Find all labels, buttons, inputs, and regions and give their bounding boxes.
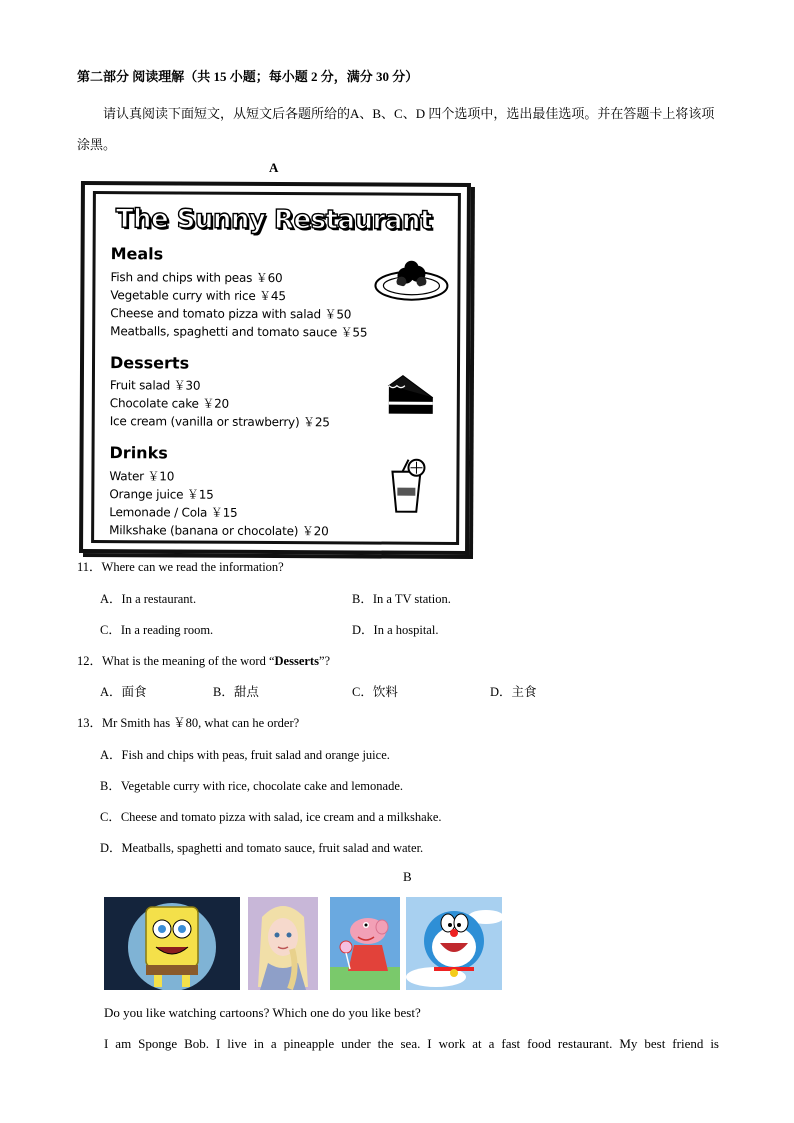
instructions: 请认真阅读下面短文，从短文后各题所给的A、B、C、D 四个选项中，选出最佳选项。并在答题卡上将该项涂黑。 bbox=[77, 106, 715, 152]
question-12-keyword: Desserts bbox=[274, 654, 319, 668]
menu-item: Fruit salad ￥30 bbox=[109, 378, 201, 393]
question-12-suffix: ”? bbox=[318, 654, 331, 668]
q11-option-c: C．In a reading room. bbox=[100, 623, 214, 637]
question-13: 13．Mr Smith has ￥80, what can he order? bbox=[77, 716, 300, 730]
q12-option-d: D．主食 bbox=[490, 685, 537, 699]
question-12-prefix: 12．What is the meaning of the word “ bbox=[77, 654, 275, 668]
q13-option-a: A．Fish and chips with peas, fruit salad and orange juice. bbox=[100, 748, 390, 762]
doraemon-image bbox=[406, 897, 502, 990]
menu-item: Lemonade / Cola ￥15 bbox=[109, 505, 238, 520]
question-12 bbox=[77, 651, 330, 669]
menu-item: Milkshake (banana or chocolate) ￥20 bbox=[109, 523, 329, 539]
menu-item: Fish and chips with peas ￥60 bbox=[110, 270, 283, 286]
cake-icon bbox=[383, 372, 439, 420]
q13-option-c: C．Cheese and tomato pizza with salad, ice cream and a milkshake. bbox=[100, 810, 442, 824]
part-b-label: B bbox=[403, 869, 412, 884]
menu-item: Orange juice ￥15 bbox=[109, 487, 214, 502]
menu-item: Chocolate cake ￥20 bbox=[109, 396, 230, 411]
menu-category-drinks: Drinks bbox=[109, 443, 168, 463]
q11-option-d: D．In a hospital. bbox=[352, 623, 439, 637]
q11-option-a: A．In a restaurant. bbox=[100, 592, 197, 606]
peppa-pig-image bbox=[330, 897, 400, 990]
elsa-image bbox=[248, 897, 318, 990]
glass-icon bbox=[388, 458, 428, 516]
section-title: 第二部分 阅读理解（共 15 小题；每小题 2 分，满分 30 分） bbox=[77, 69, 419, 84]
plate-icon bbox=[371, 254, 451, 304]
menu-item: Water ￥10 bbox=[109, 469, 175, 484]
menu-item: Ice cream (vanilla or strawberry) ￥25 bbox=[109, 414, 330, 430]
part-b-paragraph: I am Sponge Bob. I live in a pineapple under the sea. I work at a fast food restaurant. My best friend is bbox=[104, 1036, 719, 1051]
menu-category-meals: Meals bbox=[110, 244, 164, 264]
question-11: 11．Where can we read the information? bbox=[77, 560, 284, 574]
menu-item: Vegetable curry with rice ￥45 bbox=[110, 288, 286, 304]
menu-board bbox=[79, 181, 471, 555]
menu-item: Meatballs, spaghetti and tomato sauce ￥55 bbox=[110, 324, 368, 340]
q12-option-c: C．饮料 bbox=[352, 685, 398, 699]
menu-item: Cheese and tomato pizza with salad ￥50 bbox=[110, 306, 352, 322]
menu-title: The Sunny Restaurant bbox=[115, 204, 432, 236]
menu-board-inner bbox=[91, 191, 461, 545]
part-a-label: A bbox=[269, 160, 279, 175]
menu-category-desserts: Desserts bbox=[109, 353, 190, 373]
q13-option-b: B．Vegetable curry with rice, chocolate cake and lemonade. bbox=[100, 779, 403, 793]
spongebob-image bbox=[104, 897, 240, 990]
part-b-question-line: Do you like watching cartoons? Which one do you like best? bbox=[104, 1005, 421, 1020]
q11-option-b: B．In a TV station. bbox=[352, 592, 451, 606]
q13-option-d: D．Meatballs, spaghetti and tomato sauce, fruit salad and water. bbox=[100, 841, 424, 855]
q12-option-a: A．面食 bbox=[100, 685, 147, 699]
q12-option-b: B．甜点 bbox=[213, 685, 259, 699]
